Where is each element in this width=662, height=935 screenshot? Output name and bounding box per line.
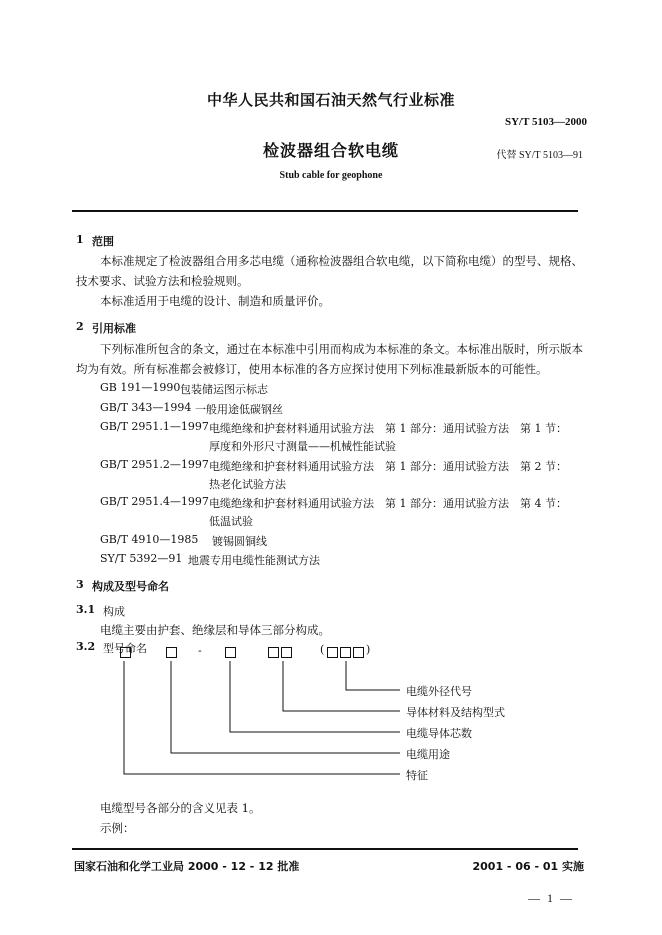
- reference-title: 包装储运图示标志: [180, 383, 268, 396]
- implementation-date: 2001 - 06 - 01 实施: [472, 860, 584, 873]
- reference-title: 电缆绝缘和护套材料通用试验方法 第 1 部分：通用试验方法 第 1 节：: [209, 422, 567, 435]
- section-3-2-title: 型号命名: [103, 642, 147, 655]
- section-1-title: 范围: [92, 235, 114, 248]
- section-2-number: 2: [76, 320, 84, 333]
- section-3-2-number: 3.2: [76, 640, 96, 653]
- section-3-2-after-text: 电缆型号各部分的含义见表 1。: [100, 801, 261, 815]
- section-2-para-line-2: 均为有效。所有标准都会被修订，使用本标准的各方应探讨使用下列标准最新版本的可能性。: [76, 362, 548, 376]
- section-1-para-1-line-2: 技术要求、试验方法和检验规则。: [76, 274, 249, 288]
- reference-title: 电缆绝缘和护套材料通用试验方法 第 1 部分：通用试验方法 第 2 节：: [209, 460, 567, 473]
- section-1-number: 1: [76, 233, 84, 246]
- reference-code: GB 191—1990: [100, 381, 181, 394]
- reference-title-continued: 热老化试验方法: [209, 478, 286, 491]
- page-number: — 1 —: [528, 891, 574, 905]
- reference-title: 一般用途低碳钢丝: [195, 403, 283, 416]
- section-3-1-title: 构成: [103, 605, 125, 618]
- reference-title-continued: 低温试验: [209, 515, 253, 528]
- connector-line: [124, 661, 400, 774]
- reference-title-continued: 厚度和外形尺寸测量——机械性能试验: [209, 440, 396, 453]
- connector-line: [171, 661, 400, 753]
- footer-rule: [72, 848, 578, 850]
- approval-line: 国家石油和化学工业局 2000 - 12 - 12 批准: [74, 860, 300, 873]
- reference-title: 镀锡圆铜线: [212, 535, 267, 548]
- issuer-title: 中华人民共和国石油天然气行业标准: [206, 91, 455, 109]
- label-feature: 特征: [406, 769, 428, 782]
- document-subtitle-en: Stub cable for geophone: [279, 170, 383, 181]
- reference-code: GB/T 4910—1985: [100, 533, 199, 546]
- replaces-note: 代替 SY/T 5103—91: [496, 150, 583, 161]
- connector-line: [346, 661, 400, 690]
- section-3-title: 构成及型号命名: [92, 580, 169, 593]
- section-3-number: 3: [76, 578, 84, 591]
- document-title: 检波器组合软电缆: [262, 141, 399, 160]
- separator-dash: -: [198, 644, 202, 657]
- label-outer-diameter-code: 电缆外径代号: [406, 685, 472, 698]
- reference-title: 地震专用电缆性能测试方法: [188, 554, 320, 567]
- label-core-count: 电缆导体芯数: [406, 727, 472, 740]
- reference-code: GB/T 343—1994: [100, 401, 192, 414]
- reference-code: SY/T 5392—91: [100, 552, 183, 565]
- section-2-title: 引用标准: [92, 322, 136, 335]
- section-3-1-number: 3.1: [76, 603, 96, 616]
- section-1-para-2: 本标准适用于电缆的设计、制造和质量评价。: [100, 294, 330, 308]
- paren-open: (: [320, 643, 325, 656]
- reference-title: 电缆绝缘和护套材料通用试验方法 第 1 部分：通用试验方法 第 4 节：: [209, 497, 567, 510]
- reference-code: GB/T 2951.1—1997: [100, 420, 209, 433]
- reference-code: GB/T 2951.4—1997: [100, 495, 209, 508]
- connector-line: [283, 661, 400, 711]
- label-cable-usage: 电缆用途: [406, 748, 450, 761]
- section-2-para-line-1: 下列标准所包含的条文，通过在本标准中引用而构成为本标准的条文。本标准出版时，所示版本: [100, 342, 583, 356]
- section-1-para-1-line-1: 本标准规定了检波器组合用多芯电缆（通称检波器组合软电缆，以下简称电缆）的型号、规格、: [100, 254, 583, 268]
- label-conductor-material: 导体材料及结构型式: [406, 706, 505, 719]
- reference-code: GB/T 2951.2—1997: [100, 458, 209, 471]
- connector-line: [230, 661, 400, 732]
- paren-close: ): [366, 643, 371, 656]
- section-3-1-text: 电缆主要由护套、绝缘层和导体三部分构成。: [100, 623, 330, 637]
- standard-code: SY/T 5103—2000: [504, 116, 587, 128]
- example-label: 示例：: [100, 821, 135, 835]
